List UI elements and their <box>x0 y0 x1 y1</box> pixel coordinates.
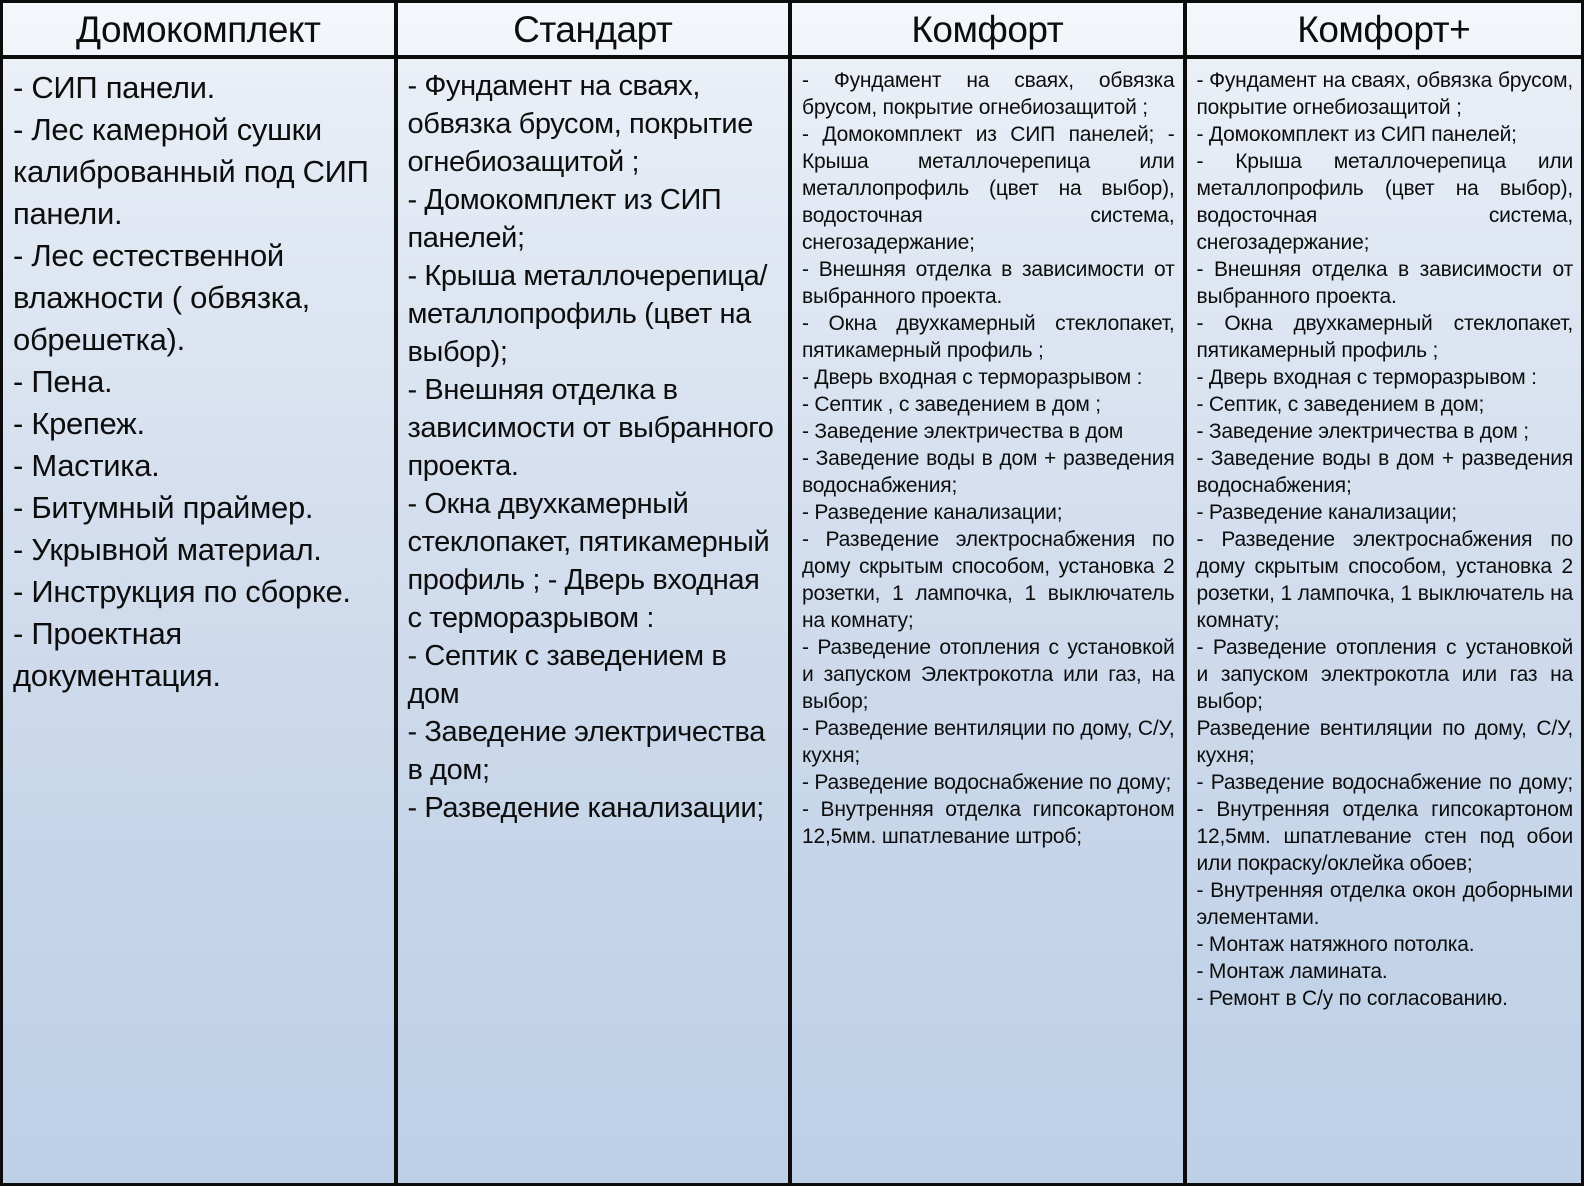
list-item: - Инструкция по сборке. <box>13 574 351 609</box>
list-item: - Фундамент на сваях, обвязка брусом, покрытие огнебиозащитой ; <box>802 69 1175 119</box>
list-item: - Внешняя отделка в зависимости от выбранного проекта. <box>802 258 1175 308</box>
header-cell-standart: Стандарт <box>398 3 793 59</box>
list-item: - Дверь входная с терморазрывом : <box>802 366 1143 389</box>
column-body-standart <box>398 59 793 1183</box>
list-item: - Внутренняя отделка гипсокартоном 12,5мм. шпатлевание штроб; <box>802 798 1175 848</box>
list-item: - Септик с заведением в дом <box>407 640 727 710</box>
list-item: - Разведение отопления с установкой и запуском электрокотла или газ на выбор; <box>1196 636 1573 713</box>
list-item: - Разведение водоснабжение по дому; - Внутренняя отделка гипсокартоном 12,5мм. шпатлевание стен под обои или покраску/оклейка обоев; <box>1196 771 1573 875</box>
list-item: - Окна двухкамерный стеклопакет, пятикамерный профиль ; <box>802 312 1175 362</box>
list-item: - Укрывной материал. <box>13 532 322 567</box>
list-item: - Заведение воды в дом + разведения водоснабжения; <box>1196 447 1573 497</box>
list-item: - Проектная документация. <box>13 616 221 693</box>
list-item: - Разведение водоснабжение по дому; <box>802 771 1172 794</box>
list-item: - Крепеж. <box>13 406 145 441</box>
list-item: - Лес естественной влажности ( обвязка, обрешетка). <box>13 238 310 357</box>
header-cell-domokomplekt: Домокомплект <box>3 3 398 59</box>
list-item: - Заведение электричества в дом; <box>407 716 765 786</box>
list-item: - Фундамент на сваях, обвязка брусом, покрытие огнебиозащитой ; <box>407 70 753 178</box>
list-item: - Фундамент на сваях, обвязка брусом, покрытие огнебиозащитой ; <box>1196 69 1573 119</box>
list-item: - Внешняя отделка в зависимости от выбранного проекта. <box>407 374 774 482</box>
list-item: - Лес камерной сушки калиброванный под СИП панели. <box>13 112 369 231</box>
list-item: - Септик, с заведением в дом; <box>1196 393 1485 416</box>
list-item: - СИП панели. <box>13 70 215 105</box>
list-item: - Мастика. <box>13 448 160 483</box>
list-item: - Заведение электричества в дом ; <box>1196 420 1529 443</box>
list-item: - Разведение электроснабжения по дому скрытым способом, установка 2 розетки, 1 лампочка, 1 выключатель на комнату; <box>1196 528 1573 632</box>
list-item: Разведение вентиляции по дому, С/У, кухня; <box>1196 717 1573 767</box>
list-item: - Крыша металлочерепица или металлопрофиль (цвет на выбор), водосточная система, снегозадержание; <box>1196 150 1573 254</box>
list-item: - Разведение вентиляции по дому, С/У, кухня; <box>802 717 1175 767</box>
list-item: - Битумный праймер. <box>13 490 314 525</box>
list-item: - Септик , с заведением в дом ; <box>802 393 1101 416</box>
list-item: - Пена. <box>13 364 113 399</box>
list-item: - Разведение отопления с установкой и запуском Электрокотла или газ, на выбор; <box>802 636 1175 713</box>
list-item: - Разведение электроснабжения по дому скрытым способом, установка 2 розетки, 1 лампочка, 1 выключатель на комнату; <box>802 528 1175 632</box>
list-item: - Окна двухкамерный стеклопакет, пятикамерный профиль ; <box>1196 312 1573 362</box>
list-item: - Заведение электричества в дом <box>802 420 1124 443</box>
list-item: - Крыша металлочерепица/металлопрофиль (цвет на выбор); <box>407 260 767 368</box>
list-item: - Домокомплект из СИП панелей; <box>1196 123 1517 146</box>
list-item: - Разведение канализации; <box>802 501 1063 524</box>
list-item: - Окна двухкамерный стеклопакет, пятикамерный профиль ; - Дверь входная с терморазрывом : <box>407 488 770 634</box>
header-cell-komfort-plus: Комфорт+ <box>1187 3 1582 59</box>
list-item: - Домокомплект из СИП панелей; <box>407 184 722 254</box>
list-item: - Монтаж ламината. <box>1196 960 1388 983</box>
list-item: - Заведение воды в дом + разведения водоснабжения; <box>802 447 1175 497</box>
list-item: - Внутренняя отделка окон доборными элементами. <box>1196 879 1573 929</box>
column-body-komfort-plus <box>1187 59 1582 1183</box>
list-item: - Ремонт в С/у по согласованию. <box>1196 987 1508 1010</box>
column-body-komfort <box>792 59 1187 1183</box>
list-item: - Домокомплект из СИП панелей; - Крыша металлочерепица или металлопрофиль (цвет на выбор), водосточная система, снегозадержание; <box>802 123 1175 254</box>
list-item: - Монтаж натяжного потолка. <box>1196 933 1475 956</box>
list-item: - Дверь входная с терморазрывом : <box>1196 366 1537 389</box>
list-item: - Разведение канализации; <box>1196 501 1457 524</box>
list-item: - Внешняя отделка в зависимости от выбранного проекта. <box>1196 258 1573 308</box>
column-body-domokomplekt <box>3 59 398 1183</box>
list-item: - Разведение канализации; <box>407 792 764 824</box>
header-cell-komfort: Комфорт <box>792 3 1187 59</box>
